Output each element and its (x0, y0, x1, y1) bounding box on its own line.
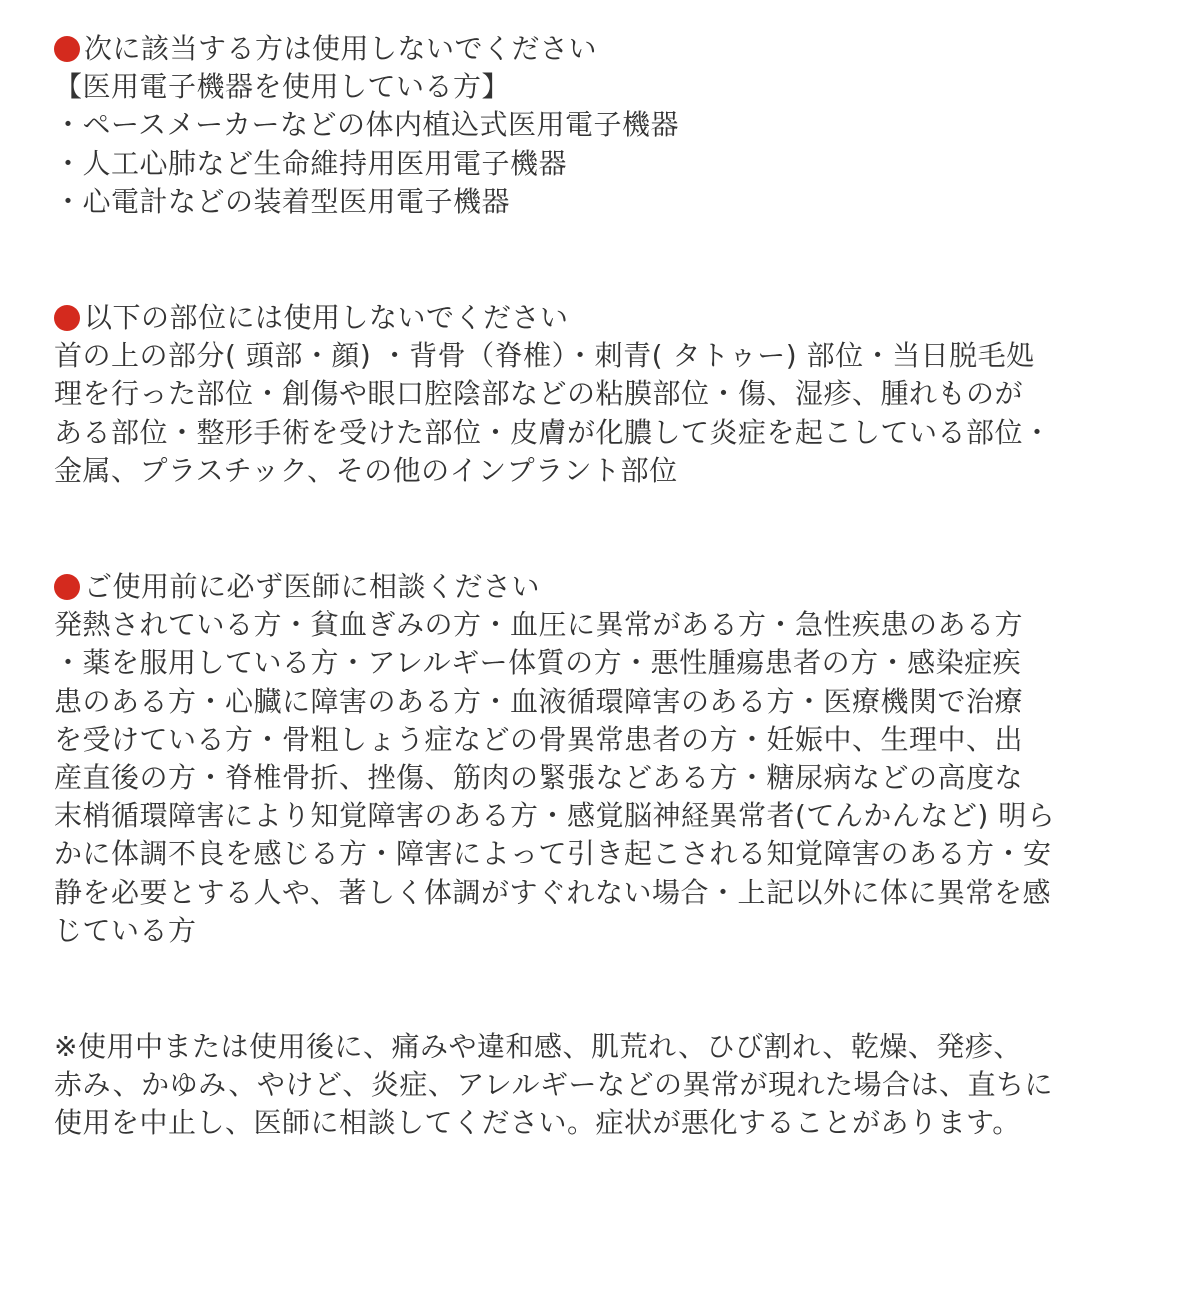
text-line: 首の上の部分( 頭部・顔) ・背骨（脊椎）・刺青( タトゥー) 部位・当日脱毛処 (54, 339, 1035, 373)
section-consult-doctor (54, 568, 1184, 950)
red-circle-bullet-icon (54, 574, 80, 600)
text-line: かに体調不良を感じる方・障害によって引き起こされる知覚障害のある方・安 (54, 837, 1052, 871)
heading-text: 次に該当する方は使用しないでください (84, 32, 598, 65)
section-prohibited-areas (54, 299, 1184, 490)
spacer (54, 950, 1184, 1028)
heading-text: ご使用前に必ず医師に相談ください (84, 570, 541, 604)
red-circle-bullet-icon (54, 36, 80, 62)
text-line: じている方 (54, 913, 197, 947)
text-line: 末梢循環障害により知覚障害のある方・感覚脳神経異常者(てんかんなど) 明ら (54, 799, 1056, 833)
text-line: 静を必要とする人や、著しく体調がすぐれない場合・上記以外に体に異常を感 (54, 875, 1051, 909)
note-line: 赤み、かゆみ、やけど、炎症、アレルギーなどの異常が現れた場合は、直ちに (54, 1068, 1054, 1102)
text-line: 患のある方・心臓に障害のある方・血液循環障害のある方・医療機関で治療 (54, 684, 1024, 718)
text-line: 産直後の方・脊椎骨折、挫傷、筋肉の緊張などある方・糖尿病などの高度な (54, 761, 1024, 795)
text-line: 金属、プラスチック、その他のインプラント部位 (54, 453, 678, 487)
section-heading (54, 568, 1184, 606)
spacer (54, 221, 1184, 299)
warning-notice (54, 30, 1184, 1143)
heading-text: 以下の部位には使用しないでください (84, 301, 569, 335)
section-contraindicated-persons (54, 30, 1184, 221)
text-line: 理を行った部位・創傷や眼口腔陰部などの粘膜部位・傷、湿疹、腫れものが (54, 377, 1024, 411)
section-usage-note (54, 1028, 1184, 1143)
text-line: 発熱されている方・貧血ぎみの方・血圧に異常がある方・急性疾患のある方 (54, 608, 1024, 642)
text-line: ある部位・整形手術を受けた部位・皮膚が化膿して炎症を起こしている部位・ (54, 415, 1052, 449)
text-line: ・ペースメーカーなどの体内植込式医用電子機器 (54, 108, 680, 142)
text-line: ・心電計などの装着型医用電子機器 (54, 184, 511, 218)
section-heading (54, 299, 1184, 337)
note-line: 使用を中止し、医師に相談してください。症状が悪化することがあります。 (54, 1106, 1021, 1140)
text-line: を受けている方・骨粗しょう症などの骨異常患者の方・妊娠中、生理中、出 (54, 722, 1024, 756)
section-heading (54, 30, 1184, 68)
text-line: ・人工心肺など生命維持用医用電子機器 (54, 146, 568, 180)
note-line: ※使用中または使用後に、痛みや違和感、肌荒れ、ひび割れ、乾燥、発疹、 (54, 1030, 1022, 1064)
text-line: 【医用電子機器を使用している方】 (54, 70, 511, 104)
red-circle-bullet-icon (54, 305, 80, 331)
text-line: ・薬を服用している方・アレルギー体質の方・悪性腫瘍患者の方・感染症疾 (54, 646, 1022, 680)
spacer (54, 490, 1184, 568)
